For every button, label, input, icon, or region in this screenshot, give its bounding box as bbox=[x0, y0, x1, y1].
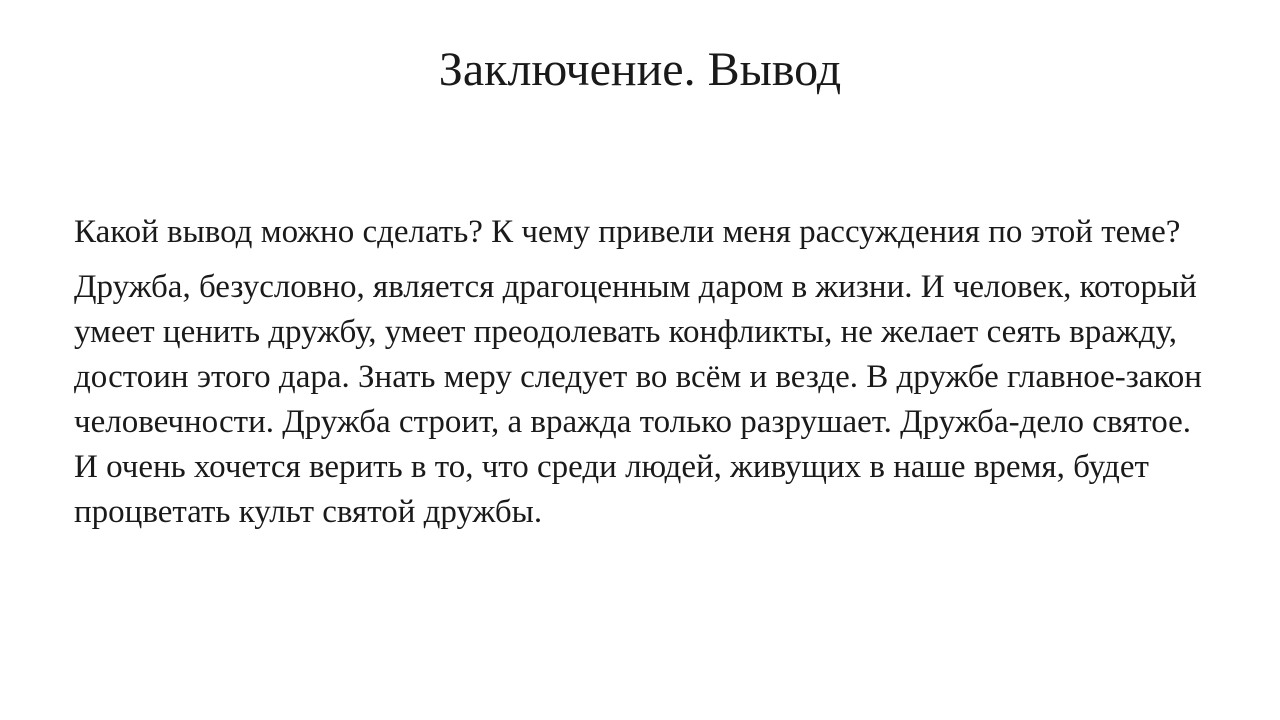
conclusion-paragraph: Дружба, безусловно, является драгоценным даром в жизни. И человек, который умеет ценить дружбу, умеет преодолевать конфликты, не желает сеять вражду, достоин этого дара. Знать меру следует во всём и везде. В дружбе главное-закон человечности. Дружба строит, а вражда только разрушает. Дружба-дело святое. И очень хочется верить в то, что среди людей, живущих в наше время, будет процветать культ святой дружбы. bbox=[74, 269, 1202, 530]
slide-title: Заключение. Вывод bbox=[438, 43, 842, 96]
slide-body bbox=[74, 210, 1214, 545]
question-paragraph: Какой вывод можно сделать? К чему привели меня рассуждения по этой теме? bbox=[74, 214, 1181, 250]
